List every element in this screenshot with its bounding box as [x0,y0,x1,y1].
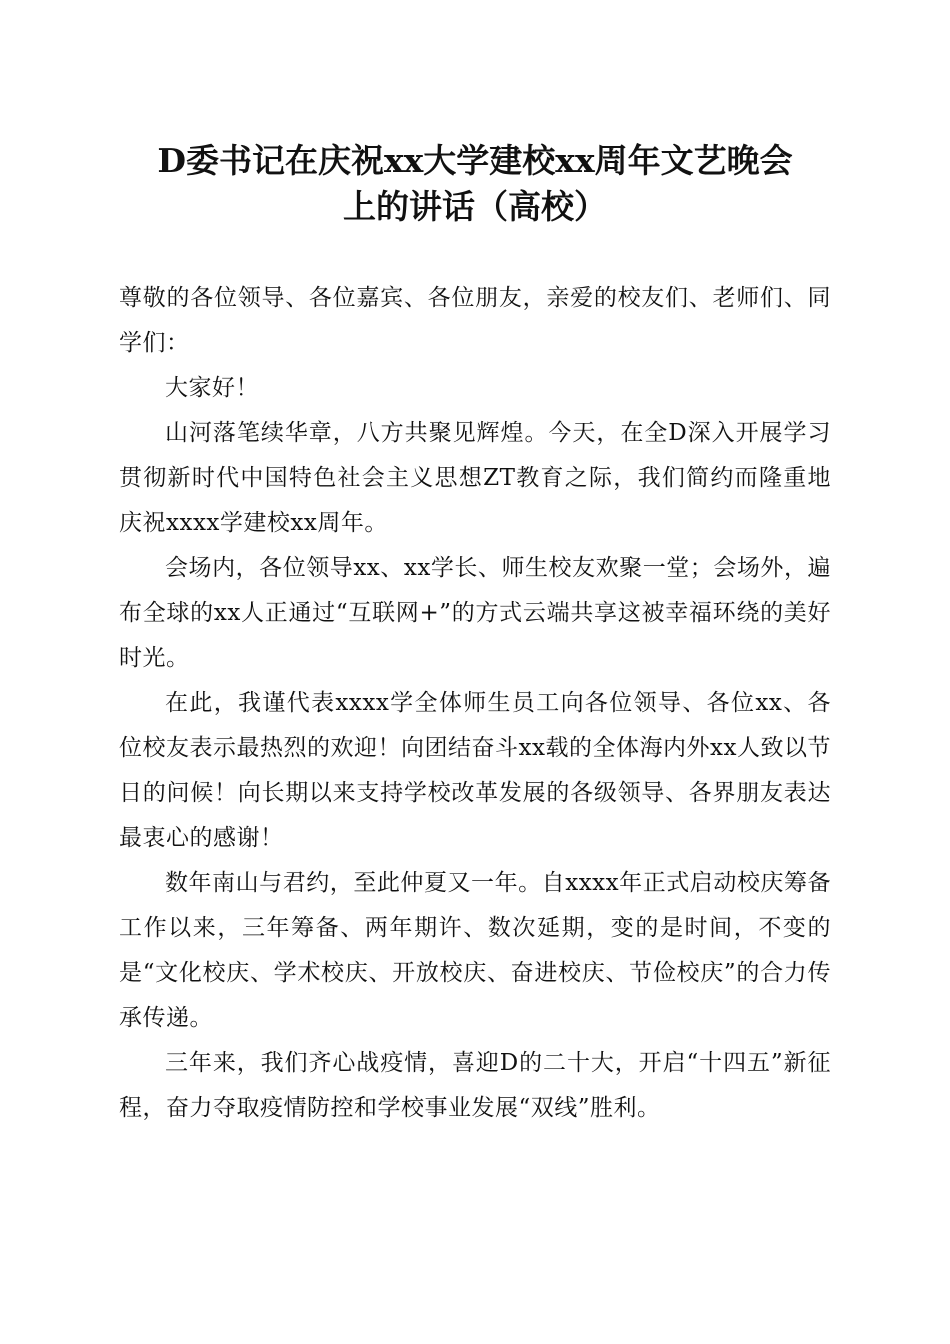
body-paragraph: 数年南山与君约，至此仲夏又一年。自xxxx年正式启动校庆筹备工作以来，三年筹备、两年期许、数次延期，变的是时间，不变的是“文化校庆、学术校庆、开放校庆、奋进校庆、节俭校庆”的合力传承传递。 [119,870,831,1031]
salutation-paragraph: 尊敬的各位领导、各位嘉宾、各位朋友，亲爱的校友们、老师们、同学们： [119,285,831,356]
title-line-2: 上的讲话（高校） [343,187,607,226]
body-paragraph: 会场内，各位领导xx、xx学长、师生校友欢聚一堂；会场外，遍布全球的xx人正通过“互联网+”的方式云端共享这被幸福环绕的美好时光。 [119,555,831,671]
body-paragraph: 三年来，我们齐心战疫情，喜迎D的二十大，开启“十四五”新征程，奋力夺取疫情防控和学校事业发展“双线”胜利。 [119,1050,831,1121]
body-paragraph: 在此，我谨代表xxxx学全体师生员工向各位领导、各位xx、各位校友表示最热烈的欢迎！向团结奋斗xx载的全体海内外xx人致以节日的问候！向长期以来支持学校改革发展的各级领导、各界朋友表达最衷心的感谢！ [119,690,831,851]
document-body [119,276,831,1131]
body-paragraph: 山河落笔续华章，八方共聚见辉煌。今天，在全D深入开展学习贯彻新时代中国特色社会主义思想ZT教育之际，我们简约而隆重地庆祝xxxx学建校xx周年。 [119,420,831,536]
document-title [100,138,850,230]
greeting-paragraph: 大家好！ [165,375,259,401]
title-line-1: D委书记在庆祝xx大学建校xx周年文艺晚会 [157,141,793,180]
